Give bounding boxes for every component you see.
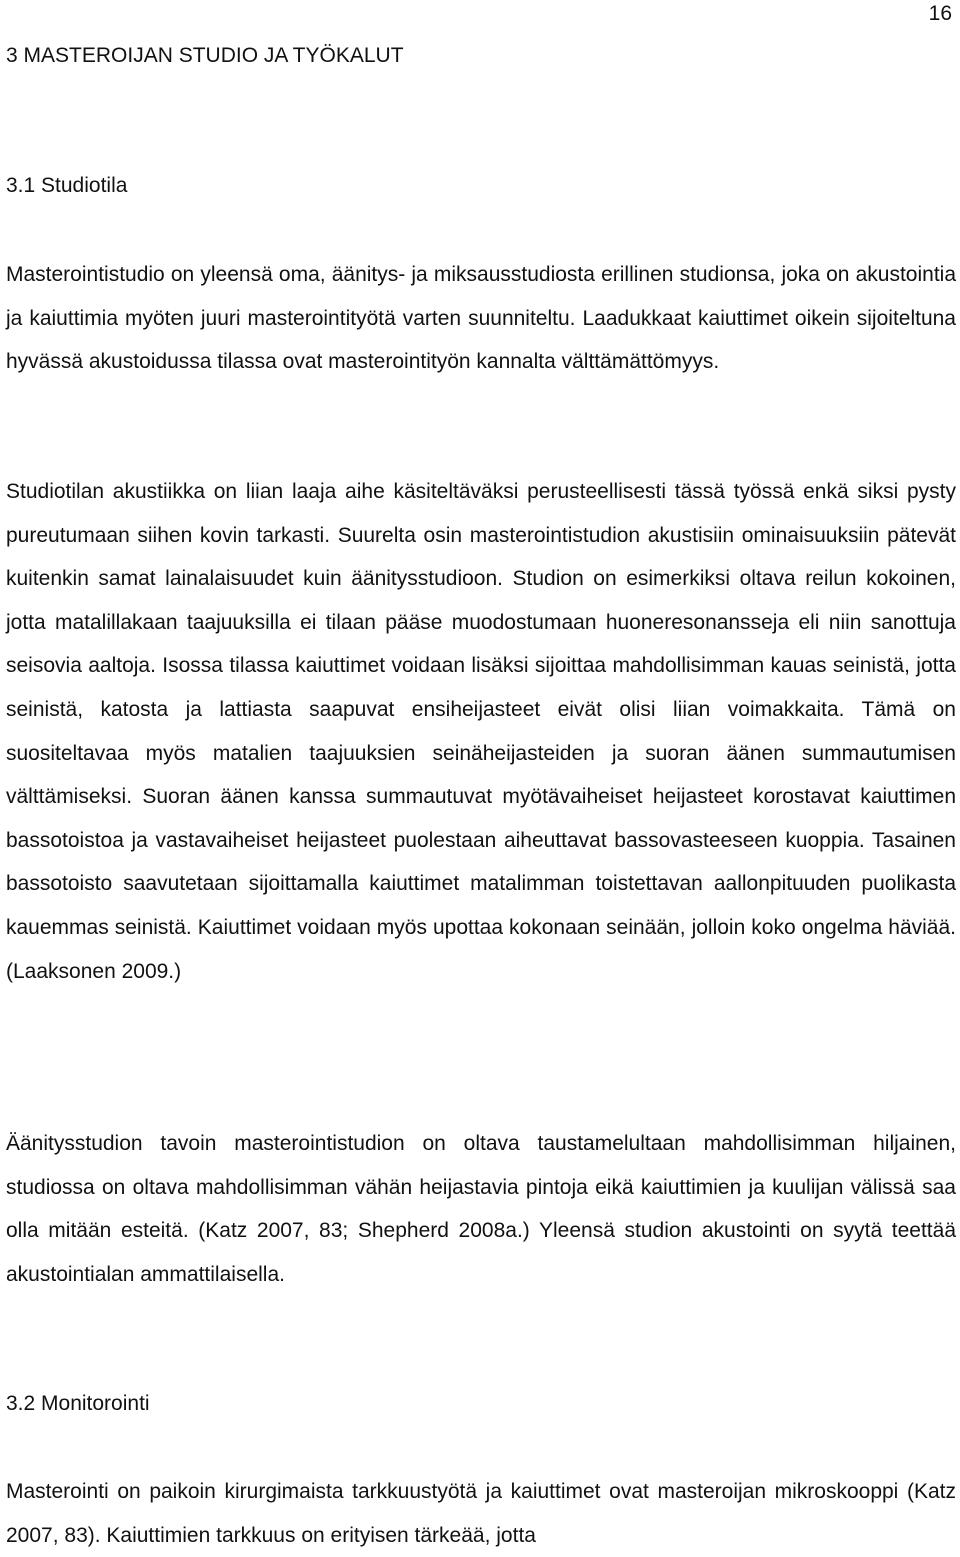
section-title-studiotila: 3.1 Studiotila	[6, 174, 128, 197]
paragraph-monitoring: Masterointi on paikoin kirurgimaista tarkkuustyötä ja kaiuttimet ovat masteroijan mikroskooppi (Katz 2007, 83). Kaiuttimien tarkkuus on erityisen tärkeää, jotta	[6, 1480, 956, 1547]
section-title-monitorointi: 3.2 Monitorointi	[6, 1392, 150, 1415]
paragraph-acoustics: Studiotilan akustiikka on liian laaja aihe käsiteltäväksi perusteellisesti tässä työssä enkä siksi pysty pureutumaan siihen kovin tarkasti. Suurelta osin masterointistudion akustisiin ominaisuuksiin pätevät kuitenkin samat lainalaisuudet kuin äänitysstudioon. Studion on esimerkiksi oltava reilun kokoinen, jotta matalillakaan taajuuksilla ei tilaan pääse muodostumaan huoneresonansseja eli niin sanottuja seisovia aaltoja. Isossa tilassa kaiuttimet voidaan lisäksi sijoittaa mahdollisimman kauas seinistä, jotta seinistä, katosta ja lattiasta saapuvat ensiheijasteet eivät olisi liian voimakkaita. Tämä on suositeltavaa myös matalien taajuuksien seinäheijasteiden ja suoran äänen summautumisen välttämiseksi. Suoran äänen kanssa summautuvat myötävaiheiset heijasteet korostavat kaiuttimen bassotoistoa ja vastavaiheiset heijasteet puolestaan aiheuttavat bassovasteeseen kuoppia. Tasainen bassotoisto saavutetaan sijoittamalla kaiuttimet matalimman toistettavan aallonpituuden puolikasta kauemmas seinistä. Kaiuttimet voidaan myös upottaa kokonaan seinään, jolloin koko ongelma häviää. (Laaksonen 2009.)	[6, 480, 956, 983]
page-number: 16	[928, 2, 952, 25]
chapter-title: 3 MASTEROIJAN STUDIO JA TYÖKALUT	[6, 44, 404, 67]
paragraph-recording-studio: Äänitysstudion tavoin masterointistudion on oltava taustamelultaan mahdollisimman hiljainen, studiossa on oltava mahdollisimman vähän heijastavia pintoja eikä kaiuttimien ja kuulijan välissä saa olla mitään esteitä. (Katz 2007, 83; Shepherd 2008a.) Yleensä studion akustointi on syytä teettää akustointialan ammattilaisella.	[6, 1132, 956, 1286]
paragraph-studio-intro: Masterointistudio on yleensä oma, äänitys- ja miksausstudiosta erillinen studionsa, joka on akustointia ja kaiuttimia myöten juuri masterointityötä varten suunniteltu. Laadukkaat kaiuttimet oikein sijoiteltuna hyvässä akustoidussa tilassa ovat masterointityön kannalta välttämättömyys.	[6, 263, 956, 374]
